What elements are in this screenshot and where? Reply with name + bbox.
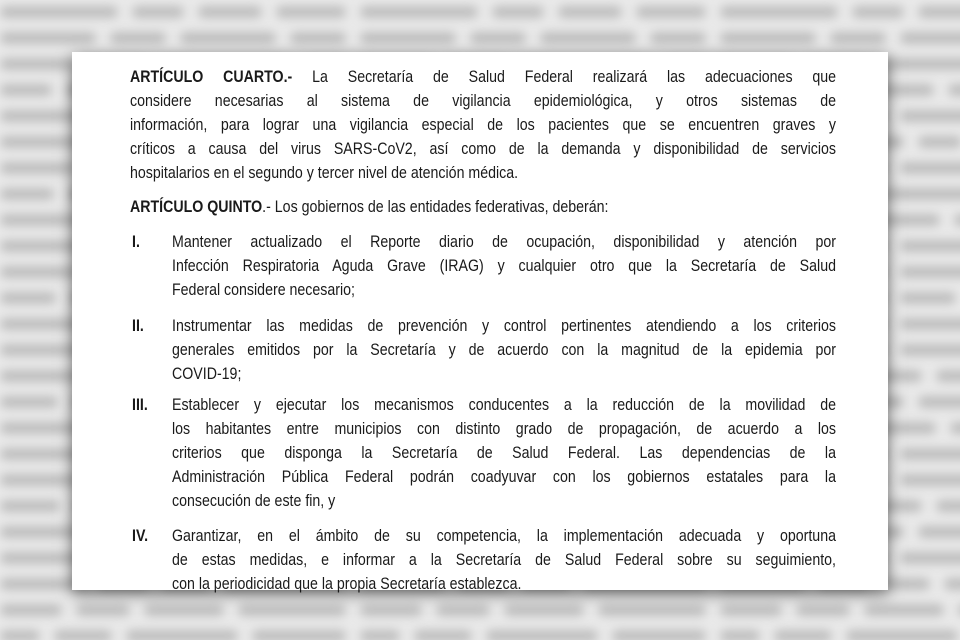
item-line-text: de estas medidas, e informar a la Secretaría de Salud Federal sobre su seguimiento, (172, 551, 836, 569)
blurred-text (830, 32, 886, 44)
blurred-text (0, 630, 40, 640)
item-line (172, 465, 836, 489)
item-line-text: Garantizar, en el ámbito de su competencia, la implementación adecuada y oportuna (172, 527, 836, 545)
item-line-text: Establecer y ejecutar los mecanismos conducentes a la reducción de la movilidad de (172, 396, 836, 414)
blurred-text (900, 162, 960, 174)
item-line (172, 524, 836, 548)
blurred-text (126, 630, 238, 640)
articulo-quinto-heading: ARTÍCULO QUINTO (130, 198, 263, 216)
articulo-quinto-line (130, 195, 836, 219)
blurred-text (0, 292, 56, 304)
blurred-text (486, 630, 598, 640)
blurred-text (900, 32, 960, 44)
blurred-text (0, 84, 52, 96)
blurred-text (936, 370, 960, 382)
item-line (172, 417, 836, 441)
blurred-text (900, 344, 960, 356)
blurred-text (900, 266, 960, 278)
blurred-text (774, 630, 832, 640)
item-line-text: Instrumentar las medidas de prevención y control pertinentes atendiendo a los criterios (172, 317, 836, 335)
blurred-text (558, 6, 622, 18)
blurred-text (110, 32, 166, 44)
articulo-cuarto-line-text: información, para lograr una vigilancia especial de los pacientes que se encuentren graves y (130, 116, 836, 134)
item-line (172, 362, 836, 386)
item-line-text: Federal considere necesario; (172, 281, 356, 299)
blurred-text (882, 578, 930, 590)
item-line-text: criterios que disponga la Secretaría de Salud Federal. Las dependencias de la (172, 444, 836, 462)
item-line-text: generales emitidos por la Secretaría y de acuerdo con la magnitud de la epidemia por (172, 341, 836, 359)
blurred-text (0, 604, 62, 616)
articulo-cuarto-line (130, 89, 836, 113)
blurred-text (180, 32, 276, 44)
blurred-text (238, 604, 346, 616)
blurred-text (360, 32, 456, 44)
blurred-text (360, 630, 400, 640)
blurred-text (54, 630, 112, 640)
blurred-text (132, 6, 184, 18)
blurred-text (720, 630, 760, 640)
blurred-text (276, 6, 346, 18)
blurred-text (0, 266, 78, 278)
item-line (172, 548, 836, 572)
articulo-cuarto-line (130, 113, 836, 137)
blurred-text (864, 604, 944, 616)
blurred-text (918, 136, 960, 148)
blurred-text (948, 84, 960, 96)
blurred-text (900, 318, 960, 330)
blurred-text (720, 604, 782, 616)
document-page (72, 52, 888, 593)
blurred-text (0, 6, 118, 18)
item-line (172, 230, 836, 254)
blurred-text (540, 32, 636, 44)
blurred-text (0, 162, 76, 174)
blurred-text (0, 474, 82, 486)
blurred-text (918, 396, 960, 408)
item-line (172, 278, 836, 302)
blurred-text (360, 604, 422, 616)
blurred-text (900, 110, 960, 122)
articulo-cuarto-text: La Secretaría de Salud Federal realizará las adecuaciones que (312, 68, 837, 86)
blurred-text (612, 630, 706, 640)
blurred-text (900, 448, 960, 460)
blurred-text (76, 604, 130, 616)
blurred-text (918, 6, 960, 18)
item-line-text: Administración Pública Federal podrán coadyuvar con los gobiernos estatales para la (172, 468, 836, 486)
blurred-text (360, 6, 478, 18)
blurred-text (720, 32, 816, 44)
blurred-text (252, 630, 346, 640)
blurred-text (0, 500, 60, 512)
blurred-text (0, 58, 74, 70)
blurred-text (900, 240, 960, 252)
item-numeral: I. (132, 233, 140, 251)
blurred-text (720, 6, 838, 18)
blurred-text (882, 58, 960, 70)
item-line-text: los habitantes entre municipios con distinto grado de propagación, de acuerdo a los (172, 420, 836, 438)
articulo-quinto-text: .- Los gobiernos de las entidades federativas, deberán: (262, 198, 609, 216)
blurred-text (0, 32, 96, 44)
blurred-text (900, 552, 960, 564)
item-numeral: III. (132, 396, 148, 414)
articulo-cuarto-line-text: críticos a causa del virus SARS-CoV2, así como de la demanda y disponibilidad de servicios (130, 140, 836, 158)
blurred-text (918, 526, 960, 538)
blurred-text (796, 604, 850, 616)
articulo-cuarto-line-text: considere necesarias al sistema de vigilancia epidemiológica, y otros sistemas de (130, 92, 836, 110)
item-line-text: Infección Respiratoria Aguda Grave (IRAG) y cualquier otro que la Secretaría de Salud (172, 257, 836, 275)
blurred-text (900, 474, 960, 486)
item-line-text: con la periodicidad que la propia Secretaría establezca. (172, 575, 522, 593)
item-line (172, 572, 836, 596)
blurred-text (882, 188, 960, 200)
blurred-text (944, 578, 960, 590)
blurred-text (950, 422, 960, 434)
blurred-text (470, 32, 526, 44)
item-line (172, 393, 836, 417)
blurred-text (0, 188, 54, 200)
blurred-text (954, 214, 960, 226)
blurred-text (0, 370, 80, 382)
item-line (172, 338, 836, 362)
articulo-cuarto-line (130, 161, 836, 185)
articulo-cuarto-line (130, 65, 836, 89)
blurred-text (936, 500, 960, 512)
blurred-text (492, 6, 544, 18)
blurred-text (900, 292, 956, 304)
blurred-text (636, 6, 706, 18)
articulo-cuarto-heading: ARTÍCULO CUARTO.- (130, 68, 293, 86)
blurred-text (290, 32, 346, 44)
blurred-text (144, 604, 224, 616)
blurred-text (436, 604, 490, 616)
blurred-text (846, 630, 958, 640)
item-line (172, 314, 836, 338)
blurred-text (198, 6, 262, 18)
item-line (172, 489, 836, 513)
item-numeral: IV. (132, 527, 149, 545)
blurred-text (852, 6, 904, 18)
item-line-text: consecución de este fin, y (172, 492, 336, 510)
blurred-text (598, 604, 706, 616)
item-line (172, 254, 836, 278)
item-line-text: COVID-19; (172, 365, 242, 383)
blurred-text (504, 604, 584, 616)
articulo-cuarto-line (130, 137, 836, 161)
item-line (172, 441, 836, 465)
articulo-cuarto-line-text: hospitalarios en el segundo y tercer nivel de atención médica. (130, 164, 519, 182)
blurred-text (650, 32, 706, 44)
blurred-text (0, 396, 58, 408)
item-numeral: II. (132, 317, 144, 335)
item-line-text: Mantener actualizado el Reporte diario de ocupación, disponibilidad y atención por (172, 233, 836, 251)
blurred-text (414, 630, 472, 640)
